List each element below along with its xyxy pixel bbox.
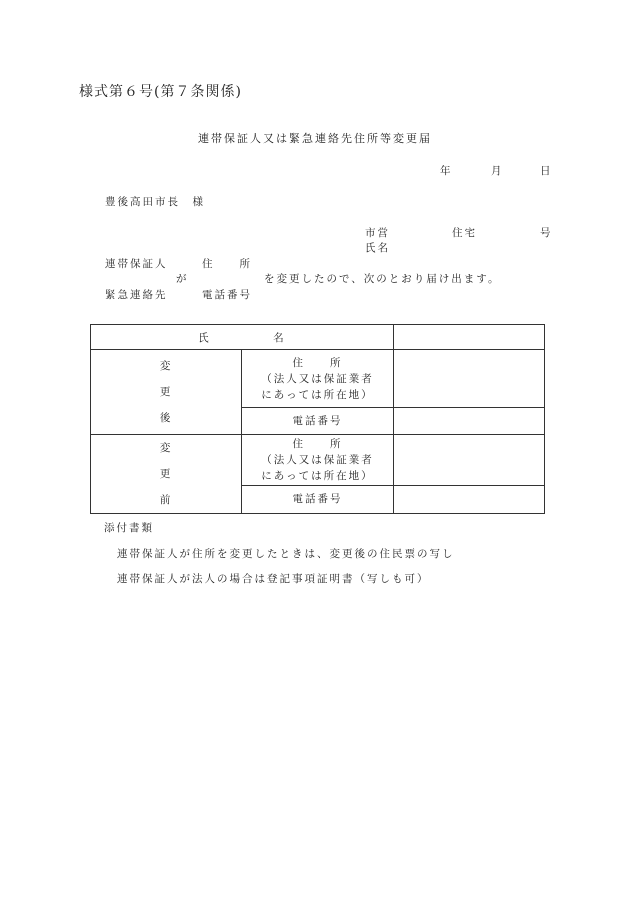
after-phone-value-cell[interactable] — [393, 408, 544, 435]
date-month: 月 — [491, 165, 504, 177]
address-line-1: 住 所 — [292, 356, 343, 369]
address-line-2: （法人又は保証業者 — [261, 453, 374, 466]
change-table — [90, 324, 545, 514]
before-phone-value-cell[interactable] — [393, 485, 544, 513]
before-address-value-cell[interactable] — [393, 435, 544, 486]
address-line-1: 住 所 — [292, 437, 343, 450]
tenant-jutaku: 住宅 — [452, 227, 477, 239]
phone-label: 電話番号 — [202, 289, 252, 301]
document-title: 連帯保証人又は緊急連絡先住所等変更届 — [198, 132, 432, 145]
name-header: 氏 名 — [91, 325, 394, 350]
after-char-2: 更 — [159, 386, 173, 398]
date-year: 年 — [440, 165, 453, 177]
before-change-label — [91, 435, 242, 514]
tenant-shimei: 氏名 — [365, 242, 390, 254]
address-line-3: にあっては所在地） — [261, 388, 374, 401]
before-char-3: 前 — [159, 494, 173, 506]
before-address-label — [242, 435, 393, 486]
date-day: 日 — [540, 165, 553, 177]
address-line-3: にあっては所在地） — [261, 469, 374, 482]
tenant-go: 号 — [540, 227, 553, 239]
address-label: 住 所 — [202, 258, 252, 270]
before-char-2: 更 — [159, 468, 173, 480]
emergency-contact-label: 緊急連絡先 — [105, 289, 168, 301]
name-value-cell[interactable] — [393, 325, 544, 350]
after-char-3: 後 — [159, 412, 173, 424]
after-address-value-cell[interactable] — [393, 350, 544, 408]
ga-particle: が — [176, 273, 189, 285]
notice-sentence: を変更したので、次のとおり届け出ます。 — [264, 273, 501, 285]
attachments-heading: 添付書類 — [104, 522, 154, 534]
addressee: 豊後高田市長 様 — [105, 196, 205, 208]
address-line-2: （法人又は保証業者 — [261, 372, 374, 385]
form-number: 様式第６号(第７条関係) — [79, 84, 242, 100]
after-char-1: 変 — [159, 360, 173, 372]
attachment-item: 連帯保証人が法人の場合は登記事項証明書（写しも可） — [117, 573, 430, 585]
after-phone-label: 電話番号 — [242, 408, 393, 435]
before-phone-label: 電話番号 — [242, 485, 393, 513]
after-change-label — [91, 350, 242, 435]
tenant-ichiei: 市営 — [365, 227, 390, 239]
after-address-label — [242, 350, 393, 408]
attachment-item: 連帯保証人が住所を変更したときは、変更後の住民票の写し — [117, 548, 455, 560]
before-char-1: 変 — [159, 442, 173, 454]
guarantor-label: 連帯保証人 — [105, 258, 168, 270]
